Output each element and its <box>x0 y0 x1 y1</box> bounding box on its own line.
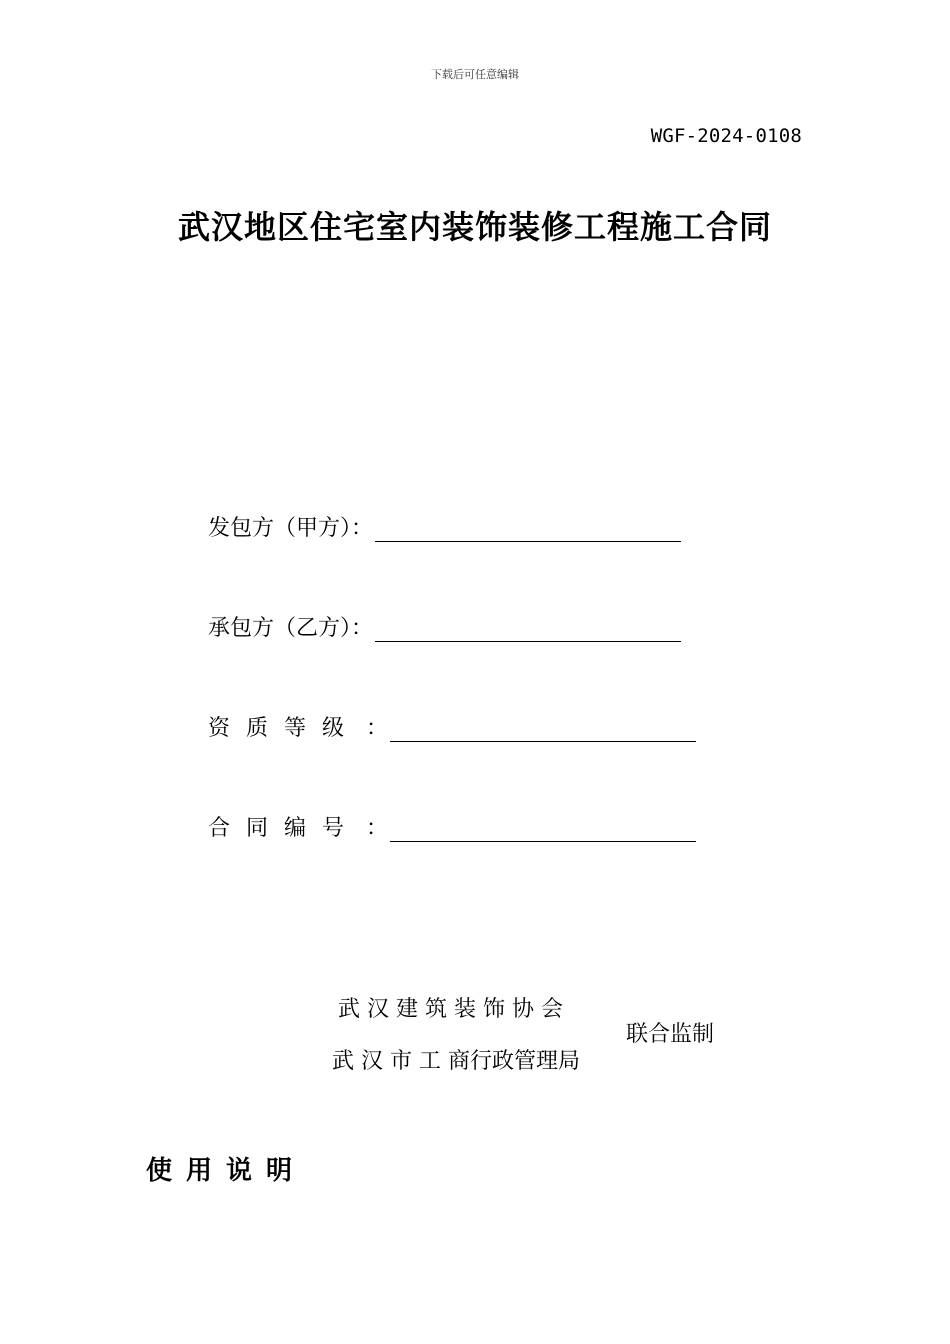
header-note: 下载后可任意编辑 <box>431 68 519 81</box>
joint-supervision-label: 联合监制 <box>626 1022 715 1047</box>
field-qualification <box>208 706 696 742</box>
document-title: 武汉地区住宅室内装饰装修工程施工合同 <box>177 208 772 246</box>
issuer-bureau: 武 汉 市 工 商行政管理局 <box>332 1049 580 1074</box>
field-party-a <box>208 506 681 542</box>
field-party-b <box>208 606 681 642</box>
field-party-b-label: 承包方（乙方）： <box>208 616 374 641</box>
issuer-association: 武 汉 建 筑 装 饰 协 会 <box>338 997 563 1022</box>
field-qualification-blank[interactable] <box>390 717 696 742</box>
field-party-b-blank[interactable] <box>375 617 681 642</box>
field-party-a-label: 发包方（甲方）： <box>208 516 374 541</box>
field-qualification-colon: ： <box>366 716 389 741</box>
contract-code: WGF-2024-0108 <box>650 125 802 147</box>
field-contract-number <box>208 806 696 842</box>
field-contract-number-blank[interactable] <box>390 817 696 842</box>
field-contract-number-label: 合同编号 <box>208 816 361 841</box>
section-title-instructions: 使用说明 <box>146 1156 307 1186</box>
field-contract-number-colon: ： <box>366 816 389 841</box>
field-party-a-blank[interactable] <box>375 517 681 542</box>
field-qualification-label: 资质等级 <box>208 716 361 741</box>
